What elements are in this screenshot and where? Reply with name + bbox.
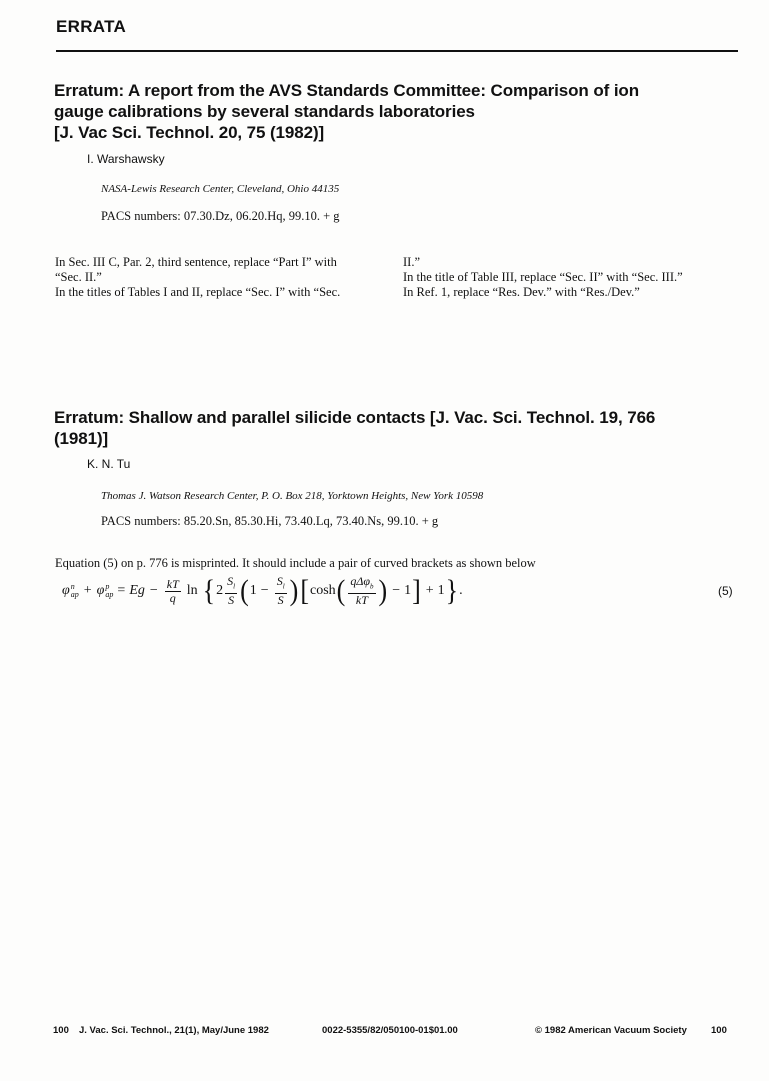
erratum-1-pacs: PACS numbers: 07.30.Dz, 06.20.Hq, 99.10. + g — [101, 209, 340, 223]
equation-number: (5) — [718, 584, 733, 598]
erratum-2-affiliation: Thomas J. Watson Research Center, P. O. Box 218, Yorktown Heights, New York 10598 — [101, 490, 484, 502]
body-line: In Sec. III C, Par. 2, third sentence, replace “Part I” with — [55, 255, 337, 269]
erratum-2-author: K. N. Tu — [87, 457, 131, 471]
title-line: [J. Vac Sci. Technol. 20, 75 (1982)] — [54, 123, 325, 142]
footer-article-code: 0022-5355/82/050100-01$01.00 — [322, 1025, 458, 1036]
title-line: (1981)] — [54, 429, 109, 448]
erratum-1-affiliation: NASA-Lewis Research Center, Cleveland, Ohio 44135 — [101, 183, 340, 195]
erratum-1-body-column-2 — [403, 255, 753, 300]
section-header: ERRATA — [56, 17, 127, 36]
header-rule — [56, 50, 738, 52]
equation-5: φ n ap + φ p ap = Eg − $\frac{kT}{q}$ ln { 2 $\frac{S_l}{S}$ ( 1 − $\frac{S_l}{S}$ ) [ cosh ( $\frac{q\Delta\varphi_b}{kT}$ ) − 1 ] + 1 } . — [62, 573, 463, 608]
erratum-2-title — [54, 407, 754, 449]
footer-page-number-left: 100 — [53, 1025, 69, 1036]
title-line: Erratum: A report from the AVS Standards Committee: Comparison of ion — [54, 81, 640, 100]
body-line: II.” — [403, 255, 420, 269]
title-line: gauge calibrations by several standards laboratories — [54, 102, 475, 121]
body-line: In the title of Table III, replace “Sec. II” with “Sec. III.” — [403, 270, 683, 284]
footer-page-number-right: 100 — [711, 1025, 727, 1036]
erratum-1-title — [54, 80, 754, 143]
erratum-1-body-column-1 — [55, 255, 385, 300]
erratum-1-author: I. Warshawsky — [87, 152, 165, 166]
body-line: “Sec. II.” — [55, 270, 102, 284]
footer-journal-citation: J. Vac. Sci. Technol., 21(1), May/June 1982 — [79, 1025, 269, 1036]
body-line: In the titles of Tables I and II, replace “Sec. I” with “Sec. — [55, 285, 341, 299]
title-line: Erratum: Shallow and parallel silicide contacts [J. Vac. Sci. Technol. 19, 766 — [54, 408, 656, 427]
erratum-2-pacs: PACS numbers: 85.20.Sn, 85.30.Hi, 73.40.Lq, 73.40.Ns, 99.10. + g — [101, 514, 439, 528]
erratum-2-body: Equation (5) on p. 776 is misprinted. It should include a pair of curved brackets as shown below — [55, 556, 536, 570]
body-line: In Ref. 1, replace “Res. Dev.” with “Res./Dev.” — [403, 285, 640, 299]
footer-copyright: © 1982 American Vacuum Society — [535, 1025, 687, 1036]
